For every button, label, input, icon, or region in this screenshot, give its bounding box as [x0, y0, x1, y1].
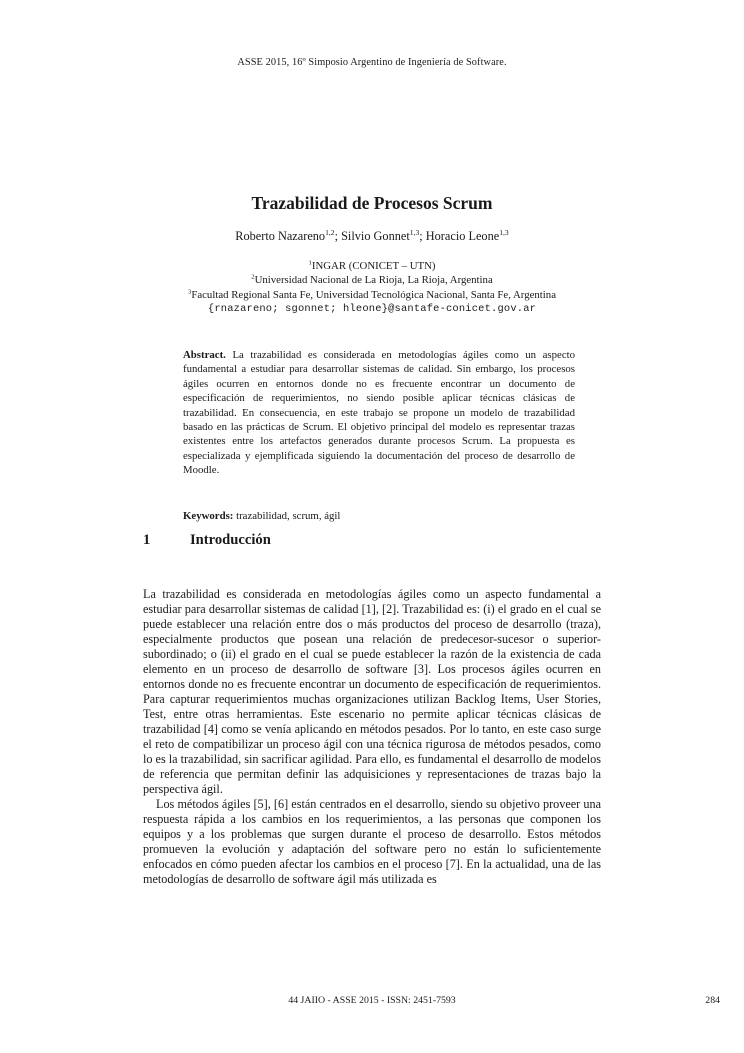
page-number: 284: [705, 995, 720, 1006]
paragraph: La trazabilidad es considerada en metodologías ágiles como un aspecto fundamental a estudiar para desarrollar sistemas de calidad [1], [2]. Trazabilidad es: (i) el grado en el cual se puede establecer una relación entre dos o más productos del proceso de desarrollo (traza), especialmente productos que posean una relación de predecesor-sucesor o superior-subordinado; o (ii) el grado en el cual se puede establecer la razón de la existencia de cada elemento en un proceso de desarrollo de software [3]. Los procesos ágiles ocurren en entornos donde no es frecuente encontrar un documento de especificación de requerimientos. Para capturar requerimientos muchas organizaciones utilizan Backlog Items, User Stories, Test, entre otras herramientas. Este escenario no permite aplicar técnicas clásicas de trazabilidad [4] como se venía aplicando en métodos pesados. Por lo tanto, en este caso surge el reto de compatibilizar un proceso ágil con una técnica rigurosa de métodos pesados, como lo es la trazabilidad, sin sacrificar agilidad. Para ello, es fundamental el desarrollo de modelos de referencia que permitan definir las adquisiciones y representaciones de trazas bajo la perspectiva ágil.: [143, 587, 601, 796]
section-title: Introducción: [190, 532, 271, 548]
section-heading-introduction: [143, 532, 601, 549]
affiliation-superscript: 2: [251, 273, 255, 281]
authors-line: [0, 229, 744, 244]
abstract-label: Abstract.: [183, 349, 226, 361]
affiliation-text: Facultad Regional Santa Fe, Universidad Tecnológica Nacional, Santa Fe, Argentina: [191, 288, 556, 301]
affiliation-line: [0, 259, 744, 273]
author-superscript: 1,3: [499, 227, 509, 237]
author-superscript: 1,2: [325, 227, 335, 237]
author-name: Horacio Leone: [425, 229, 500, 243]
affiliation-line: [0, 273, 744, 287]
keywords-text: trazabilidad, scrum, ágil: [233, 510, 341, 522]
author-superscript: 1,3: [409, 227, 420, 237]
abstract: [183, 348, 575, 478]
abstract-text: La trazabilidad es considerada en metodologías ágiles como un aspecto fundamental a estudiar para desarrollar sistemas de calidad. Sin embargo, los procesos ágiles ocurren en entornos donde no es frecuente encontrar un documento de especificación de requerimientos, no siendo posible aplicar técnicas clásicas de trazabilidad. En consecuencia, en este trabajo se propone un modelo de trazabilidad basado en las prácticas de Scrum. El objetivo principal del modelo es representar trazas existentes entre los artefactos generados durante procesos Scrum. La propuesta es especializada y ejemplificada siguiendo la documentación del proceso de desarrollo de Moodle.: [183, 349, 576, 477]
affiliation-text: INGAR (CONICET – UTN): [311, 260, 436, 272]
author-separator: ;: [334, 229, 342, 243]
author-name: Roberto Nazareno: [235, 229, 326, 243]
affiliation-superscript: 1: [308, 259, 312, 267]
section-number: 1: [143, 532, 151, 548]
email-line: {rnazareno; sgonnet; hleone}@santafe-conicet.gov.ar: [207, 302, 537, 315]
affiliation-superscript: 3: [188, 288, 192, 295]
affiliation-line: [0, 288, 744, 302]
affiliation-text: Universidad Nacional de La Rioja, La Rioja, Argentina: [254, 274, 493, 287]
footer-conference: 44 JAIIO - ASSE 2015 - ISSN: 2451-7593: [288, 995, 456, 1006]
affiliations-block: [0, 259, 744, 316]
keywords-label: Keywords:: [183, 510, 234, 522]
keywords-line: [183, 510, 575, 522]
running-head: ASSE 2015, 16º Simposio Argentino de Ingeniería de Software.: [237, 57, 507, 68]
author-separator: ;: [419, 229, 426, 243]
author-name: Silvio Gonnet: [341, 229, 410, 243]
page-title: Trazabilidad de Procesos Scrum: [251, 192, 493, 213]
paragraph: Los métodos ágiles [5], [6] están centrados en el desarrollo, siendo su objetivo proveer una respuesta rápida a los cambios en los requerimientos, a las personas que componen los equipos y a los problemas que surgen durante el proceso de desarrollo. Estos métodos promueven la evolución y adaptación del software pero no están lo suficientemente enfocados en cómo pueden afectar los cambios en el proceso [7]. En la actualidad, una de las metodologías de desarrollo de software ágil más utilizada es: [143, 797, 601, 886]
introduction-body: [143, 587, 601, 887]
